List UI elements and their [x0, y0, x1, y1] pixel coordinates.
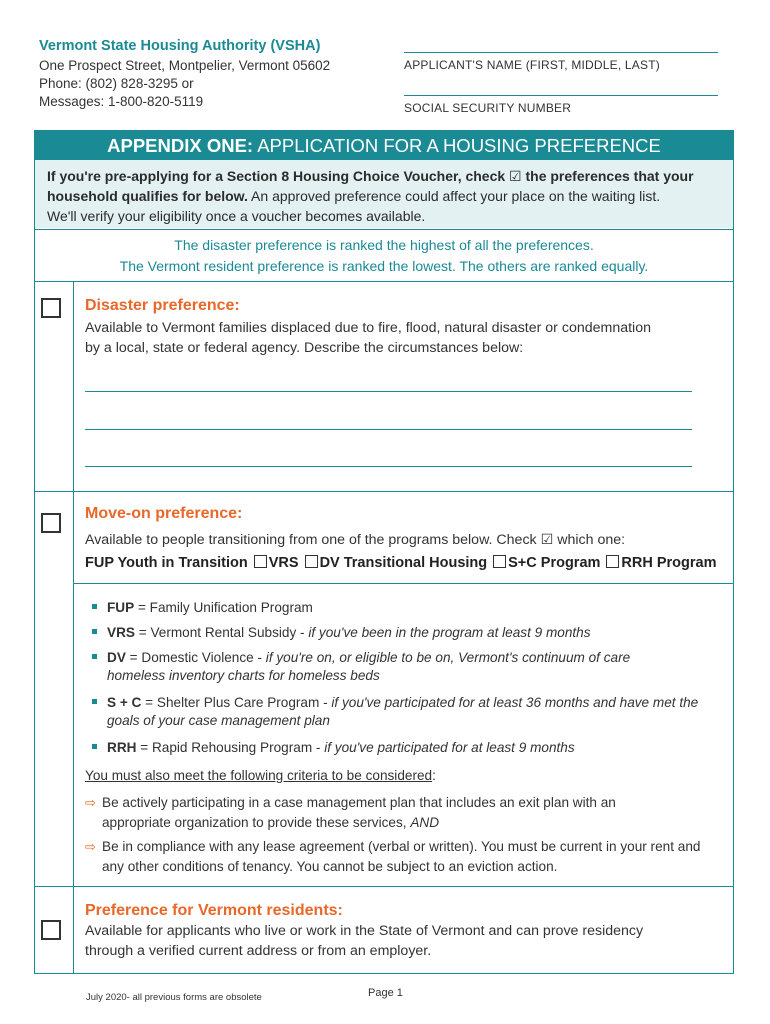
ranking-line-2: The Vermont resident preference is ranked the lowest. The others are ranked equally.	[119, 258, 649, 274]
program-dv-label: DV Transitional Housing	[319, 555, 488, 571]
program-divider	[74, 583, 733, 584]
moveon-desc: Available to people transitioning from one of the programs below. Check ☑ which one:	[85, 532, 626, 548]
criterion-1: ⇨ Be actively participating in a case management plan that includes an exit plan with an appropriate organization to provide these services, AND	[85, 795, 616, 830]
arrow-right-icon: ⇨	[85, 795, 96, 810]
program-sc-checkbox[interactable]	[493, 555, 506, 568]
ssn-label: SOCIAL SECURITY NUMBER	[404, 101, 572, 115]
program-vrs-checkbox[interactable]	[254, 555, 267, 568]
page-number: Page 1	[368, 987, 403, 999]
bullet-fup: FUP = Family Unification Program	[92, 599, 712, 617]
disaster-checkbox[interactable]	[41, 298, 61, 318]
program-rrh-label: RRH Program	[621, 555, 717, 571]
program-rrh-checkbox[interactable]	[606, 555, 619, 568]
ssn-line[interactable]	[404, 95, 718, 96]
organization-address: One Prospect Street, Montpelier, Vermont 05602	[39, 58, 331, 73]
resident-title: Preference for Vermont residents:	[85, 902, 343, 919]
organization-phone: Phone: (802) 828-3295 or	[39, 76, 194, 91]
organization-messages: Messages: 1-800-820-5119	[39, 94, 204, 109]
criterion-2: ⇨ Be in compliance with any lease agreement (verbal or written). You must be current in your rent and any other conditions of tenancy. You cannot be subject to an eviction action.	[85, 839, 701, 874]
disaster-title: Disaster preference:	[85, 297, 240, 314]
arrow-right-icon: ⇨	[85, 839, 96, 854]
program-fup-label: FUP Youth in Transition	[85, 555, 248, 571]
bullet-icon	[92, 604, 97, 609]
bullet-vrs: VRS = Vermont Rental Subsidy - if you've been in the program at least 9 months	[92, 624, 712, 642]
disaster-write-line-1[interactable]	[85, 391, 692, 392]
program-vrs-label: VRS	[268, 555, 299, 571]
footer-revision-note: July 2020- all previous forms are obsolete	[86, 992, 262, 1003]
intro-line-3: We'll verify your eligibility once a voucher becomes available.	[47, 208, 426, 224]
bullet-icon	[92, 629, 97, 634]
ranking-line-1: The disaster preference is ranked the highest of all the preferences.	[174, 237, 594, 253]
criteria-heading: You must also meet the following criteria to be considered:	[85, 768, 436, 783]
intro-line-1: If you're pre-applying for a Section 8 Housing Choice Voucher, check ☑ the preferences that your	[47, 168, 694, 184]
moveon-title: Move-on preference:	[85, 505, 243, 522]
bullet-dv: DV = Domestic Violence - if you're on, or eligible to be on, Vermont's continuum of care homeless inventory charts for homeless beds	[92, 649, 687, 685]
program-options	[85, 555, 717, 571]
bullet-icon	[92, 699, 97, 704]
section-divider-1	[35, 491, 733, 492]
applicant-name-label: APPLICANT'S NAME (FIRST, MIDDLE, LAST)	[404, 58, 660, 72]
disaster-desc-line-2: by a local, state or federal agency. Describe the circumstances below:	[85, 340, 524, 356]
moveon-checkbox[interactable]	[41, 513, 61, 533]
form-title: APPENDIX ONE: APPLICATION FOR A HOUSING PREFERENCE	[34, 130, 734, 160]
bullet-sc: S + C = Shelter Plus Care Program - if you've participated for at least 36 months and have met the goals of your case management plan	[92, 694, 707, 730]
ranking-note	[35, 229, 733, 282]
resident-checkbox[interactable]	[41, 920, 61, 940]
applicant-name-line[interactable]	[404, 52, 718, 53]
disaster-write-line-2[interactable]	[85, 429, 692, 430]
resident-desc-line-2: through a verified current address or from an employer.	[85, 943, 432, 959]
intro-line-2: household qualifies for below. An approved preference could affect your place on the waiting list.	[47, 188, 661, 204]
section-divider-2	[35, 886, 733, 887]
resident-desc-line-1: Available for applicants who live or work in the State of Vermont and can prove residency	[85, 923, 644, 939]
bullet-rrh: RRH = Rapid Rehousing Program - if you've participated for at least 9 months	[92, 739, 712, 757]
bullet-icon	[92, 654, 97, 659]
program-sc-label: S+C Program	[508, 555, 601, 571]
program-dv-checkbox[interactable]	[305, 555, 318, 568]
intro-box	[35, 160, 733, 228]
checkbox-column-divider	[73, 282, 74, 974]
disaster-desc-line-1: Available to Vermont families displaced due to fire, flood, natural disaster or condemnation	[85, 320, 651, 336]
organization-name: Vermont State Housing Authority (VSHA)	[39, 38, 321, 54]
bullet-icon	[92, 744, 97, 749]
disaster-write-line-3[interactable]	[85, 466, 692, 467]
